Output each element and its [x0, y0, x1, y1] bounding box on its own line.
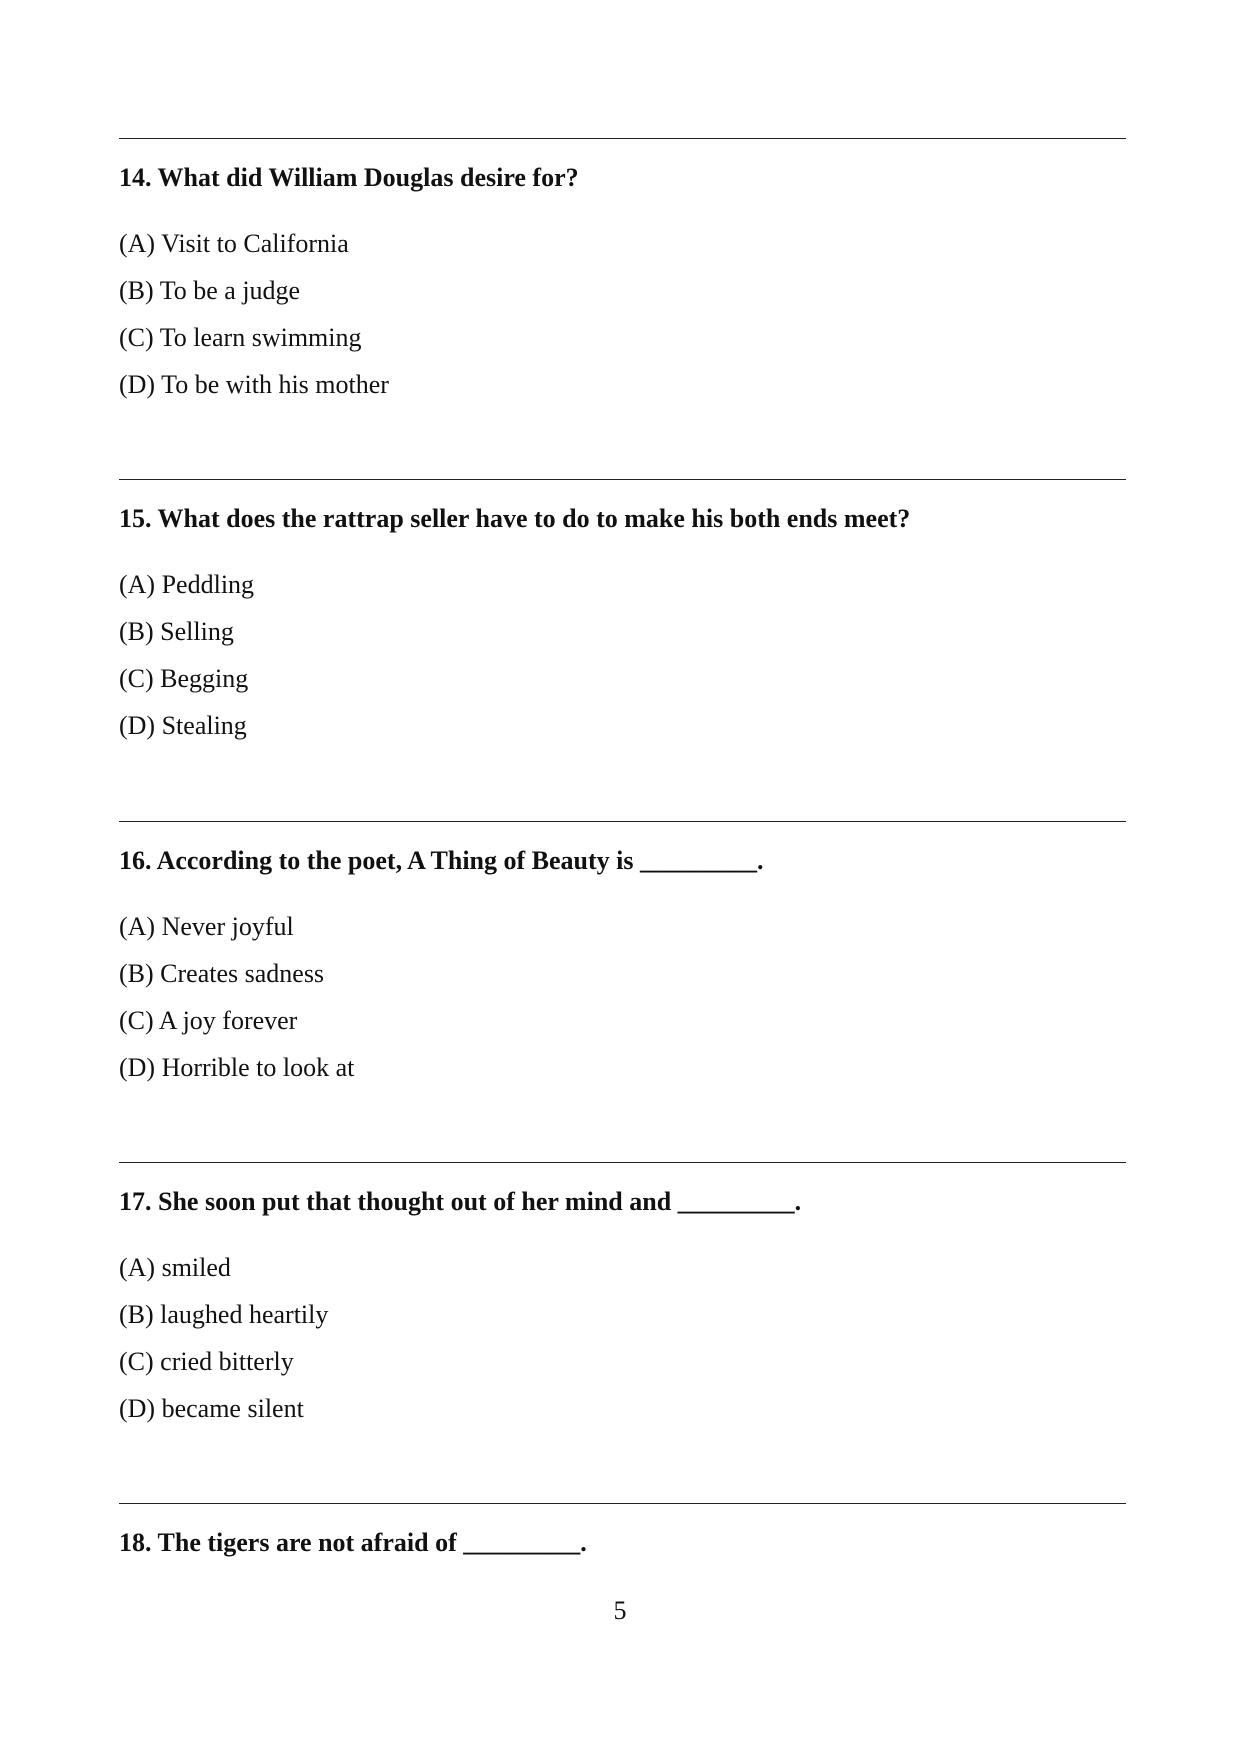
- question-text: 18. The tigers are not afraid of _________.: [119, 1528, 587, 1557]
- divider: [119, 1162, 1126, 1163]
- question-text: 14. What did William Douglas desire for?: [119, 163, 579, 192]
- option-c: (C) A joy forever: [119, 1006, 298, 1035]
- question-18: [119, 1503, 1126, 1558]
- question-text: 16. According to the poet, A Thing of Beauty is _________.: [119, 846, 764, 875]
- divider: [119, 821, 1126, 822]
- divider: [119, 1503, 1126, 1504]
- option-d: (D) Horrible to look at: [119, 1053, 355, 1082]
- option-c: (C) cried bitterly: [119, 1347, 294, 1376]
- option-a: (A) Peddling: [119, 570, 255, 599]
- question-text: 17. She soon put that thought out of her mind and _________.: [119, 1187, 802, 1216]
- option-d: (D) To be with his mother: [119, 370, 389, 399]
- question-17: [119, 1162, 1126, 1441]
- option-c: (C) Begging: [119, 664, 249, 693]
- question-16: [119, 821, 1126, 1100]
- option-b: (B) Selling: [119, 617, 234, 646]
- option-b: (B) laughed heartily: [119, 1300, 329, 1329]
- option-a: (A) Visit to California: [119, 229, 349, 258]
- question-text: 15. What does the rattrap seller have to do to make his both ends meet?: [119, 504, 911, 533]
- option-a: (A) smiled: [119, 1253, 231, 1282]
- option-b: (B) To be a judge: [119, 276, 301, 305]
- question-14: [119, 138, 1126, 417]
- divider: [119, 138, 1126, 139]
- option-d: (D) Stealing: [119, 711, 247, 740]
- page-number: 5: [613, 1596, 627, 1625]
- options-list: [119, 912, 1126, 1083]
- option-c: (C) To learn swimming: [119, 323, 362, 352]
- question-15: [119, 479, 1126, 758]
- divider: [119, 479, 1126, 480]
- options-list: [119, 1253, 1126, 1424]
- option-b: (B) Creates sadness: [119, 959, 325, 988]
- options-list: [119, 229, 1126, 400]
- option-d: (D) became silent: [119, 1394, 304, 1423]
- options-list: [119, 570, 1126, 741]
- option-a: (A) Never joyful: [119, 912, 294, 941]
